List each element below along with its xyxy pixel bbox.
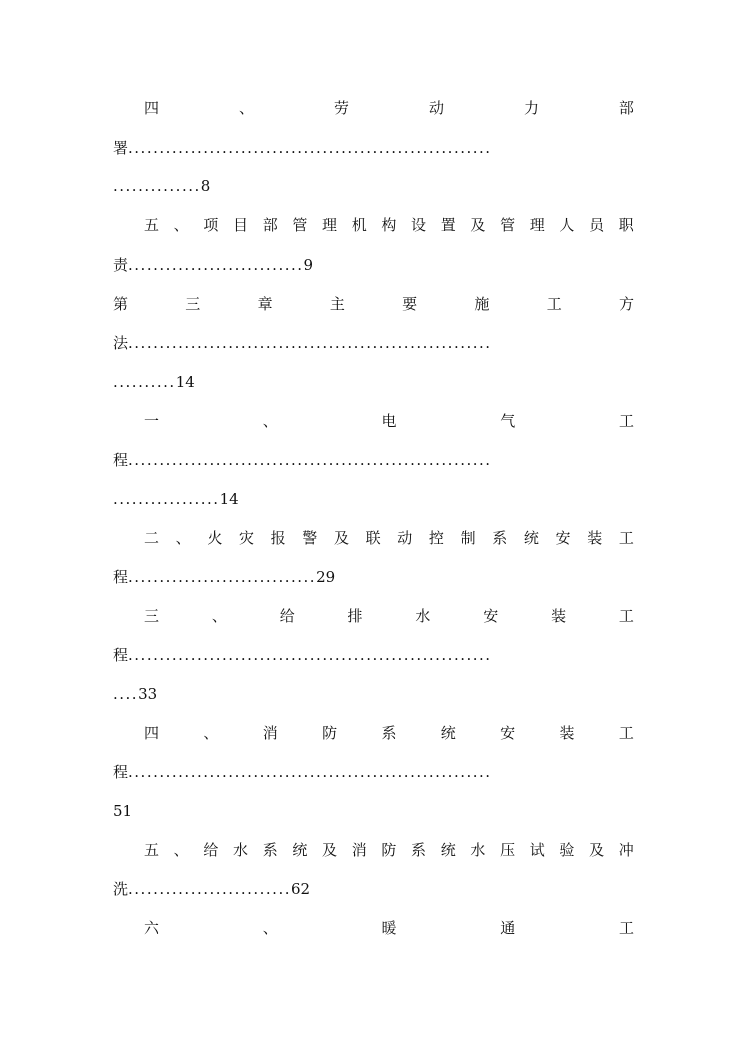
toc-char: 一 [144,412,160,430]
toc-char: 章 [257,295,273,313]
toc-leader: .... [113,685,139,703]
toc-entry-wrap [113,642,634,668]
toc-leader: .......... [113,373,176,391]
toc-char: 统 [292,841,308,859]
toc-page-number: 14 [219,490,239,508]
toc-page-number: 62 [291,880,311,898]
toc-char: 及 [589,841,605,859]
toc-char: 工 [618,529,634,547]
toc-char: 及 [470,216,486,234]
toc-leader: .......................................................... [128,139,492,157]
toc-char: 五 [144,841,160,859]
toc-char: 四 [144,99,160,117]
toc-char: 安 [483,607,499,625]
toc-char: 火 [207,529,223,547]
toc-wrap-char: 程 [113,763,129,781]
toc-char: 控 [428,529,444,547]
toc-wrap-char: 程 [113,646,129,664]
toc-char: 方 [618,295,634,313]
toc-entry-wrap [113,759,634,785]
toc-chapter-title [113,291,634,317]
toc-char: 六 [144,919,160,937]
toc-entry-title [144,720,634,746]
toc-entry-wrap [113,173,634,199]
toc-char: 及 [322,841,338,859]
toc-leader: .......................................................... [128,451,492,469]
toc-entry-wrap [113,876,634,902]
toc-char: 部 [618,99,634,117]
toc-char: 压 [500,841,516,859]
toc-char: 劳 [333,99,349,117]
toc-char: 水 [470,841,486,859]
toc-char: 、 [211,607,227,625]
toc-char: 、 [238,99,254,117]
toc-char: 、 [262,412,278,430]
toc-char: 系 [411,841,427,859]
toc-page-number: 8 [200,177,211,195]
toc-char: 冲 [618,841,634,859]
toc-leader: .......................... [128,880,291,898]
toc-char: 二 [144,529,160,547]
toc-char: 、 [203,724,219,742]
toc-char: 力 [523,99,539,117]
toc-char: 统 [523,529,539,547]
toc-char: 装 [587,529,603,547]
toc-char: 气 [500,412,516,430]
toc-entry-title [144,525,634,551]
toc-char: 三 [185,295,201,313]
toc-char: 排 [347,607,363,625]
toc-char: 消 [351,841,367,859]
toc-char: 工 [618,919,634,937]
toc-char: 第 [113,295,129,313]
toc-char: 职 [618,216,634,234]
toc-entry-wrap [113,135,634,161]
toc-char: 管 [500,216,516,234]
toc-entry-title [144,837,634,863]
toc-wrap-char: 法 [113,334,129,352]
toc-entry-wrap [113,447,634,473]
toc-char: 三 [144,607,160,625]
toc-leader: .......................................................... [128,646,492,664]
toc-char: 安 [555,529,571,547]
toc-wrap-char: 程 [113,451,129,469]
toc-char: 主 [329,295,345,313]
toc-char: 给 [279,607,295,625]
toc-char: 水 [233,841,249,859]
toc-char: 通 [500,919,516,937]
toc-char: 水 [415,607,431,625]
toc-char: 工 [618,607,634,625]
toc-entry-title [144,212,634,238]
toc-char: 装 [551,607,567,625]
toc-char: 管 [292,216,308,234]
toc-char: 统 [440,841,456,859]
toc-entry-wrap [113,369,634,395]
toc-char: 要 [402,295,418,313]
toc-char: 警 [302,529,318,547]
toc-char: 系 [262,841,278,859]
toc-page-number: 29 [316,568,336,586]
toc-char: 灾 [238,529,254,547]
toc-char: 及 [333,529,349,547]
toc-entry-title [144,915,634,941]
toc-leader: ............................ [128,256,304,274]
toc-char: 部 [262,216,278,234]
toc-char: 装 [559,724,575,742]
toc-entry-title [144,408,634,434]
toc-char: 项 [203,216,219,234]
toc-char: 工 [618,724,634,742]
toc-entry-wrap [113,564,634,590]
toc-page-number: 14 [175,373,195,391]
toc-page-number: 9 [303,256,314,274]
toc-char: 工 [618,412,634,430]
toc-char: 防 [381,841,397,859]
toc-char: 员 [589,216,605,234]
toc-char: 试 [529,841,545,859]
toc-char: 工 [546,295,562,313]
toc-entry-wrap [113,330,634,356]
toc-char: 构 [381,216,397,234]
toc-char: 动 [397,529,413,547]
toc-entry-title [144,603,634,629]
toc-leader: .......................................................... [128,334,492,352]
toc-leader: .......................................................... [128,763,492,781]
toc-char: 系 [492,529,508,547]
toc-leader: ................. [113,490,220,508]
toc-char: 、 [175,529,191,547]
toc-leader: .............................. [128,568,317,586]
toc-char: 安 [500,724,516,742]
toc-entry-wrap [113,252,634,278]
toc-char: 验 [559,841,575,859]
toc-char: 制 [460,529,476,547]
toc-char: 施 [474,295,490,313]
toc-char: 设 [411,216,427,234]
toc-char: 防 [322,724,338,742]
toc-char: 置 [440,216,456,234]
toc-char: 电 [381,412,397,430]
toc-wrap-char: 署 [113,139,129,157]
toc-char: 、 [173,841,189,859]
toc-char: 机 [351,216,367,234]
toc-entry-wrap [113,798,634,824]
toc-char: 统 [440,724,456,742]
toc-wrap-char: 洗 [113,880,129,898]
toc-char: 、 [173,216,189,234]
toc-wrap-char: 程 [113,568,129,586]
toc-entry-title [144,95,634,121]
toc-char: 理 [529,216,545,234]
toc-char: 动 [428,99,444,117]
toc-char: 联 [365,529,381,547]
toc-char: 暖 [381,919,397,937]
toc-char: 目 [233,216,249,234]
toc-page-number: 33 [138,685,158,703]
toc-entry-wrap [113,681,634,707]
toc-char: 、 [262,919,278,937]
toc-char: 理 [322,216,338,234]
toc-char: 消 [262,724,278,742]
toc-leader: .............. [113,177,201,195]
toc-entry-wrap [113,486,634,512]
toc-wrap-char: 责 [113,256,129,274]
toc-char: 四 [144,724,160,742]
toc-char: 系 [381,724,397,742]
toc-char: 报 [270,529,286,547]
toc-char: 给 [203,841,219,859]
toc-char: 五 [144,216,160,234]
toc-char: 人 [559,216,575,234]
toc-page-number: 51 [113,802,133,820]
